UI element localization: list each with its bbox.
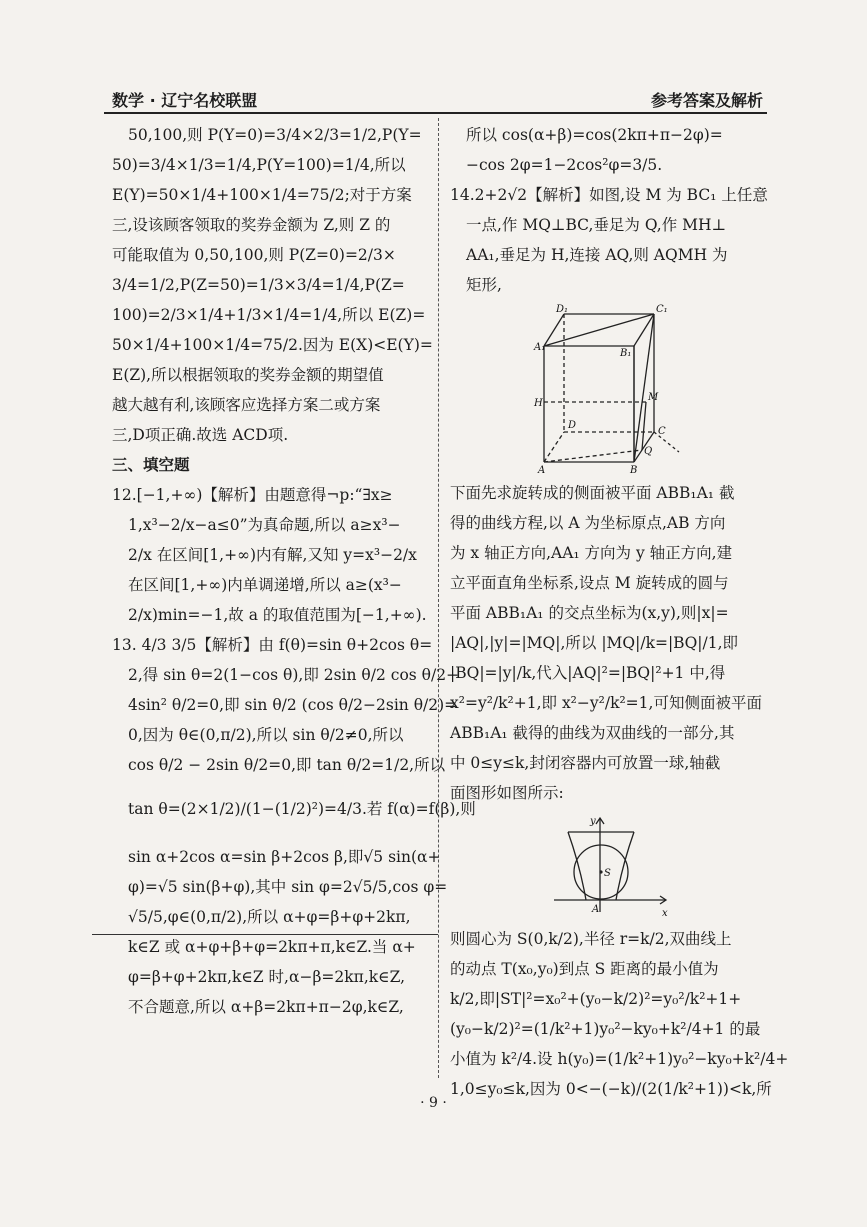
right-column	[450, 120, 789, 1104]
text-line: 12.[−1,+∞)【解析】由题意得¬p:“∃x≥	[112, 486, 393, 504]
text-line: 平面 ABB₁A₁ 的交点坐标为(x,y),则|x|=	[450, 604, 729, 622]
text-line: √5/5,φ∈(0,π/2),所以 α+φ=β+φ+2kπ,	[128, 908, 411, 926]
label-H: H	[534, 398, 543, 409]
text-line: 不合题意,所以 α+β=2kπ+π−2φ,k∈Z,	[128, 998, 404, 1016]
text-line: 14.2+2√2【解析】如图,设 M 为 BC₁ 上任意	[450, 186, 768, 204]
text-line: k/2,即|ST|²=x₀²+(y₀−k/2)²=y₀²/k²+1+	[450, 990, 742, 1008]
text-line: 13. 4/3 3/5【解析】由 f(θ)=sin θ+2cos θ=	[112, 636, 433, 654]
text-line: 面图形如图所示:	[450, 784, 564, 802]
text-line: 为 x 轴正方向,AA₁ 方向为 y 轴正方向,建	[450, 544, 733, 562]
text-line: 4sin² θ/2=0,即 sin θ/2 (cos θ/2−2sin θ/2)=	[128, 696, 458, 714]
text-line: 2/x 在区间[1,+∞)内有解,又知 y=x³−2/x	[128, 546, 417, 564]
text-line: 越大越有利,该顾客应选择方案二或方案	[112, 396, 381, 414]
label-C1: C₁	[656, 304, 668, 315]
label-y-axis: y	[590, 816, 596, 827]
label-B: B	[630, 465, 638, 476]
label-B1: B₁	[620, 348, 632, 359]
section-heading: 三、填空题	[112, 456, 190, 474]
text-line: E(Y)=50×1/4+100×1/4=75/2;对于方案	[112, 186, 412, 204]
text-line: 2/x)min=−1,故 a 的取值范围为[−1,+∞).	[128, 606, 427, 624]
text-line: 0,因为 θ∈(0,π/2),所以 sin θ/2≠0,所以	[128, 726, 404, 744]
label-S: S	[604, 868, 611, 879]
column-divider	[438, 118, 439, 1078]
text-line: 下面先求旋转成的侧面被平面 ABB₁A₁ 截	[450, 484, 735, 502]
header-rule	[104, 112, 767, 114]
label-C: C	[658, 426, 666, 437]
text-line: E(Z),所以根据领取的奖券金额的期望值	[112, 366, 384, 384]
text-line: x²=y²/k²+1,即 x²−y²/k²=1,可知侧面被平面	[450, 694, 762, 712]
label-x-axis: x	[662, 908, 668, 919]
text-line: 得的曲线方程,以 A 为坐标原点,AB 方向	[450, 514, 726, 532]
text-line: 中 0≤y≤k,封闭容器内可放置一球,轴截	[450, 754, 721, 772]
text-line: 的动点 T(x₀,y₀)到点 S 距离的最小值为	[450, 960, 719, 978]
text-line: cos θ/2 − 2sin θ/2=0,即 tan θ/2=1/2,所以	[128, 756, 446, 774]
text-line: k∈Z 或 α+φ+β+φ=2kπ+π,k∈Z.当 α+	[128, 938, 416, 956]
label-A-origin: A	[592, 904, 600, 915]
text-line: 100)=2/3×1/4+1/3×1/4=1/4,所以 E(Z)=	[112, 306, 426, 324]
text-line: 所以 cos(α+β)=cos(2kπ+π−2φ)=	[466, 126, 723, 144]
prism-figure	[534, 304, 684, 474]
text-line: 50,100,则 P(Y=0)=3/4×2/3=1/2,P(Y=	[128, 126, 422, 144]
label-D: D	[568, 420, 577, 431]
text-line: −cos 2φ=1−2cos²φ=3/5.	[466, 156, 663, 174]
text-line: 三,D项正确.故选 ACD项.	[112, 426, 289, 444]
label-M: M	[648, 392, 659, 403]
text-line: 50)=3/4×1/3=1/4,P(Y=100)=1/4,所以	[112, 156, 406, 174]
text-line: 小值为 k²/4.设 h(y₀)=(1/k²+1)y₀²−ky₀+k²/4+	[450, 1050, 789, 1068]
text-line: sin α+2cos α=sin β+2cos β,即√5 sin(α+	[128, 848, 441, 866]
text-line: 2,得 sin θ=2(1−cos θ),即 2sin θ/2 cos θ/2−	[128, 666, 460, 684]
text-line: AA₁,垂足为 H,连接 AQ,则 AQMH 为	[466, 246, 728, 264]
text-line: φ=β+φ+2kπ,k∈Z 时,α−β=2kπ,k∈Z,	[128, 968, 406, 986]
left-column	[112, 120, 476, 1022]
page-number: · 9 ·	[420, 1095, 447, 1111]
label-A: A	[538, 465, 546, 476]
text-line: 一点,作 MQ⊥BC,垂足为 Q,作 MH⊥	[466, 216, 727, 234]
text-line: (y₀−k/2)²=(1/k²+1)y₀²−ky₀+k²/4+1 的最	[450, 1020, 761, 1038]
text-line: 三,设该顾客领取的奖券金额为 Z,则 Z 的	[112, 216, 391, 234]
label-Q: Q	[644, 446, 653, 457]
text-line: tan θ=(2×1/2)/(1−(1/2)²)=4/3.若 f(α)=f(β),则	[128, 800, 476, 818]
text-line: 可能取值为 0,50,100,则 P(Z=0)=2/3×	[112, 246, 396, 264]
text-line: 则圆心为 S(0,k/2),半径 r=k/2,双曲线上	[450, 930, 732, 948]
text-line: 1,x³−2/x−a≤0”为真命题,所以 a≥x³−	[128, 516, 401, 534]
text-line: |BQ|=|y|/k,代入|AQ|²=|BQ|²+1 中,得	[450, 664, 726, 682]
text-line: ABB₁A₁ 截得的曲线为双曲线的一部分,其	[450, 724, 735, 742]
text-line: 在区间[1,+∞)内单调递增,所以 a≥(x³−	[128, 576, 402, 594]
cross-section-figure	[544, 812, 674, 920]
header-subject: 数学 · 辽宁名校联盟	[112, 91, 258, 110]
text-line: 3/4=1/2,P(Z=50)=1/3×3/4=1/4,P(Z=	[112, 276, 405, 294]
label-A1: A₁	[534, 342, 546, 353]
text-line: 50×1/4+100×1/4=75/2.因为 E(X)<E(Y)=	[112, 336, 433, 354]
text-line: 矩形,	[466, 276, 502, 294]
header-title: 参考答案及解析	[650, 91, 763, 110]
text-line: |AQ|,|y|=|MQ|,所以 |MQ|/k=|BQ|/1,即	[450, 634, 739, 652]
text-line: 立平面直角坐标系,设点 M 旋转成的圆与	[450, 574, 729, 592]
text-line: φ)=√5 sin(β+φ),其中 sin φ=2√5/5,cos φ=	[128, 878, 448, 896]
label-D1: D₁	[556, 304, 569, 315]
text-line: 1,0≤y₀≤k,因为 0<−(−k)/(2(1/k²+1))<k,所	[450, 1080, 772, 1098]
